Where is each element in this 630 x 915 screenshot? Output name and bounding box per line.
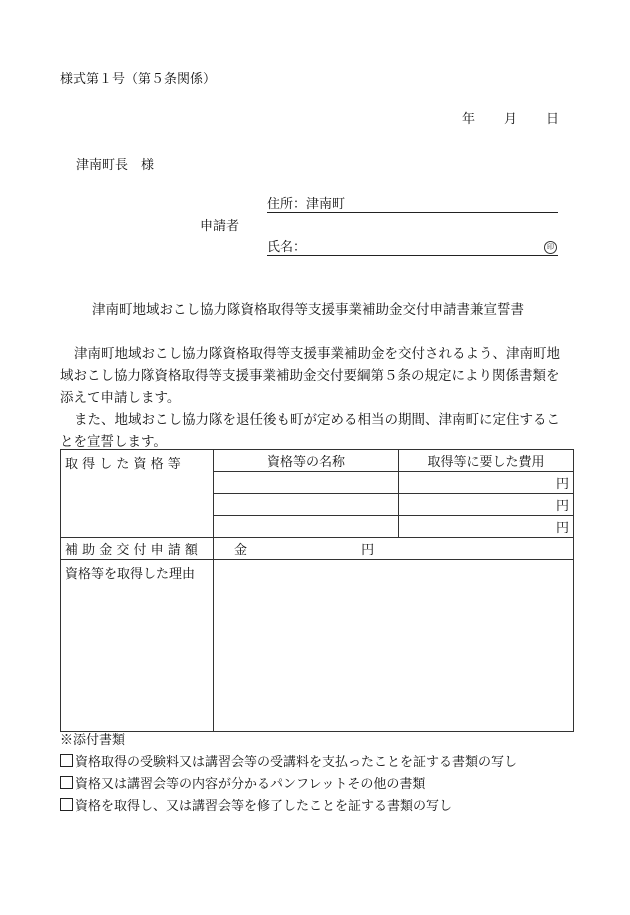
amount-label-cell: [61, 538, 214, 560]
date-year: 年: [462, 112, 476, 127]
name-underline: [267, 255, 558, 256]
applicant-label: 申請者: [200, 219, 240, 234]
amount-yen: 円: [361, 543, 375, 558]
checkbox-icon[interactable]: [60, 798, 73, 811]
addressee: 津南町長 様: [76, 158, 155, 173]
address-underline: [267, 212, 558, 213]
para2-line2: とを宣誓します。: [60, 434, 167, 450]
amount-label: 補 助 金 交 付 申 請 額: [65, 543, 198, 558]
reason-label: 資格等を取得した理由: [65, 567, 196, 582]
name-label: 氏名：: [267, 240, 307, 255]
qualification-name-cell[interactable]: [214, 472, 399, 494]
address-label: 住所：津南町: [267, 197, 346, 212]
qualification-label: 取 得 し た 資 格 等: [65, 457, 181, 472]
qualification-name-cell[interactable]: [214, 494, 399, 516]
amount-cell[interactable]: [214, 538, 574, 560]
cost-cell[interactable]: 円: [399, 494, 574, 516]
col-name-header: 資格等の名称: [214, 450, 399, 472]
reason-cell[interactable]: [214, 560, 574, 732]
para1-line2: 域おこし協力隊資格取得等支援事業補助金交付要綱第５条の規定により関係書類を: [60, 368, 560, 384]
attachment-item-label: 資格を取得し、又は講習会等を修了したことを証する書類の写し: [75, 799, 453, 814]
document-title: 津南町地域おこし協力隊資格取得等支援事業補助金交付申請書兼宣誓書: [92, 302, 524, 318]
attachment-item-label: 資格取得の受験料又は講習会等の受講料を支払ったことを証する書類の写し: [75, 755, 518, 770]
attachments: [60, 730, 517, 818]
form-number: 様式第１号（第５条関係）: [60, 72, 217, 87]
date-month: 月: [504, 112, 518, 127]
table-row: [61, 450, 574, 472]
para2-line1: また、地域おこし協力隊を退任後も町が定める相当の期間、津南町に定住するこ: [74, 412, 560, 428]
attachment-item: [60, 752, 517, 774]
para1-line1: 津南町地域おこし協力隊資格取得等支援事業補助金を交付されるよう、津南町地: [74, 346, 560, 362]
application-table: [60, 449, 574, 732]
para1-line3: 添えて申請します。: [60, 390, 181, 406]
amount-kin: 金: [234, 543, 248, 558]
attachment-item-label: 資格又は講習会等の内容が分かるパンフレットその他の書類: [75, 777, 426, 792]
checkbox-icon[interactable]: [60, 754, 73, 767]
attachment-item: [60, 796, 517, 818]
seal-mark-icon: 印: [544, 241, 557, 254]
qualification-label-cell: [61, 450, 214, 538]
attachment-item: [60, 774, 517, 796]
table-row: [61, 560, 574, 732]
body-text: [60, 343, 572, 453]
reason-label-cell: [61, 560, 214, 732]
cost-cell[interactable]: 円: [399, 516, 574, 538]
table-row: [61, 538, 574, 560]
cost-cell[interactable]: 円: [399, 472, 574, 494]
checkbox-icon[interactable]: [60, 776, 73, 789]
attachments-heading: ※添付書類: [60, 733, 126, 748]
date-day: 日: [546, 112, 560, 127]
qualification-name-cell[interactable]: [214, 516, 399, 538]
col-cost-header: 取得等に要した費用: [399, 450, 574, 472]
